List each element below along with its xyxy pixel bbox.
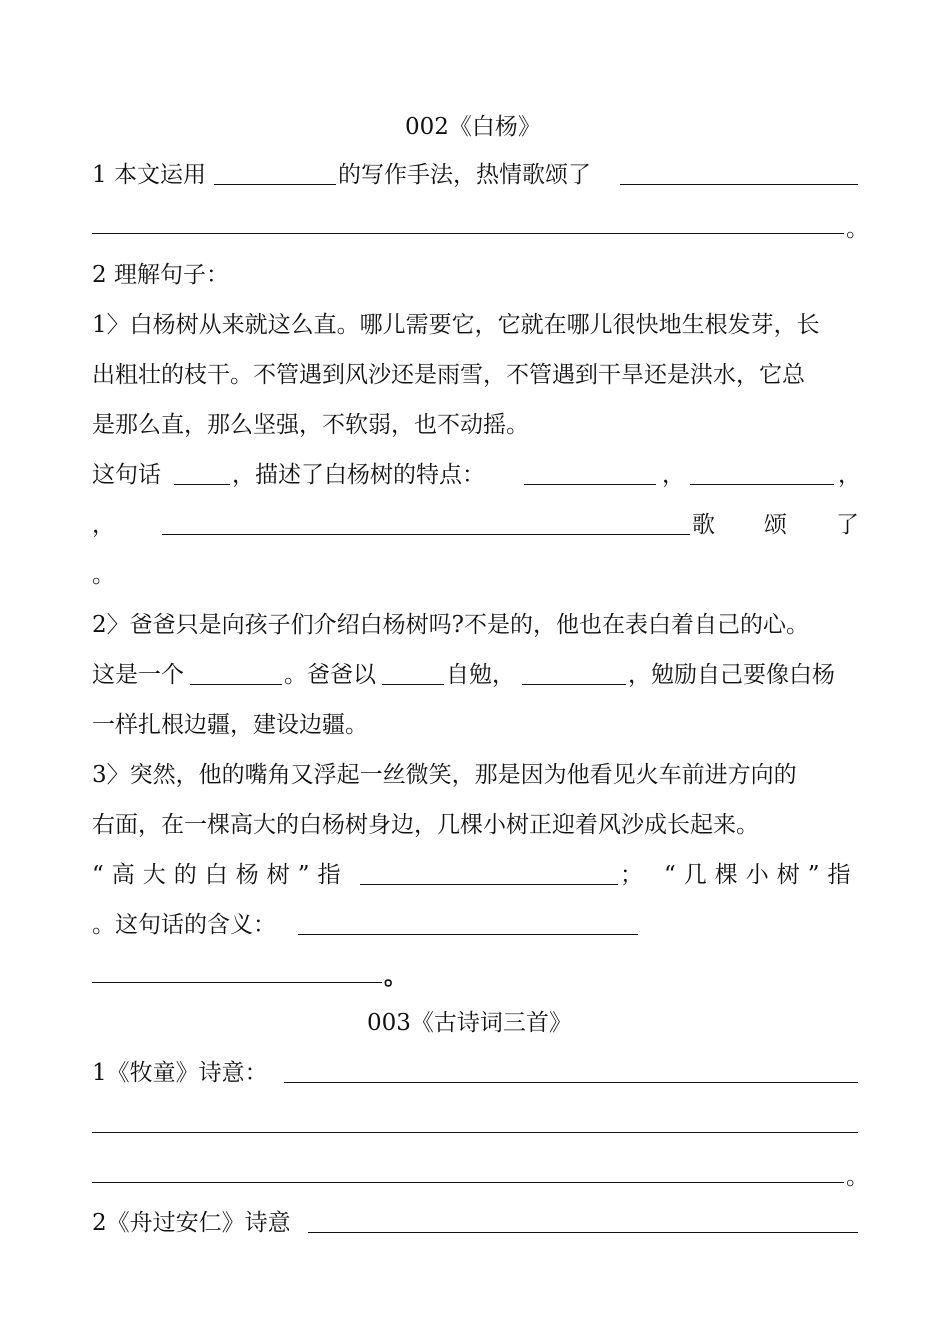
q1-blank-praise-2[interactable] [92,233,844,234]
s2-fill-d: ，勉励自己要像白杨 [628,662,835,688]
s3-blank-meaning-2[interactable] [92,982,382,983]
poem2-blank-1[interactable] [308,1232,858,1233]
s1-fill-e: ， [92,512,115,538]
s1-blank-trait-2[interactable] [690,484,834,485]
s1-fill-i: 。 [92,562,115,588]
s1-line-2: 出粗壮的枝干。不管遇到风沙还是雨雪，不管遇到干旱还是洪水，它总 [92,362,805,388]
s2-blank-device[interactable] [190,684,282,685]
s2-blank-object[interactable] [382,684,444,685]
q1-blank-praise-1[interactable] [620,184,858,185]
s2-fill-a: 这是一个 [92,662,184,688]
poem1-label: 1《牧童》诗意： [92,1060,268,1086]
poem2-label: 2《舟过安仁》诗意 [92,1210,291,1236]
s2-fill-c: 自勉， [446,662,515,688]
q1-end: 。 [846,216,869,242]
s3-fill-e: 。 [384,963,407,990]
s3-fill-d: 。这句话的含义： [92,912,276,938]
s1-fill-f: 歌 [692,512,715,538]
q1-prefix: 1 本文运用 [92,162,206,188]
section-title-002: 002《白杨》 [405,114,541,140]
s1-blank-praise[interactable] [162,534,690,535]
s1-line-1: 1〉白杨树从来就这么直。哪儿需要它，它就在哪儿很快地生根发芽，长 [92,312,820,338]
poem1-blank-2[interactable] [92,1132,858,1133]
s2-line: 2〉爸爸只是向孩子们介绍白杨树吗?不是的，他也在表白着自己的心。 [92,612,809,638]
s1-fill-a: 这句话 [92,462,161,488]
s1-line-3: 是那么直，那么坚强，不软弱，也不动摇。 [92,412,529,438]
s3-fill-b: ； [620,862,643,888]
poem1-end: 。 [846,1164,869,1190]
s3-blank-big-tree[interactable] [360,884,618,885]
q1-blank-technique[interactable] [214,184,336,185]
s3-line-1: 3〉突然，他的嘴角又浮起一丝微笑，那是因为他看见火车前进方向的 [92,762,797,788]
s1-fill-b: ，描述了白杨树的特点： [232,462,485,488]
s2-blank-phrase[interactable] [522,684,626,685]
s3-fill-a: “高大的白杨树”指 [92,862,349,888]
q2-heading: 2 理解句子： [92,262,229,288]
poem1-blank-1[interactable] [284,1082,858,1083]
s1-blank-device[interactable] [174,484,230,485]
s1-blank-trait-1[interactable] [524,484,656,485]
s3-blank-meaning-1[interactable] [298,934,638,935]
q1-mid: 的写作手法，热情歌颂了 [338,162,591,188]
s1-fill-c: ， [662,462,685,488]
section-title-003: 003《古诗词三首》 [367,1010,572,1036]
s2-fill-e: 一样扎根边疆，建设边疆。 [92,712,368,738]
s1-fill-d: ， [838,462,861,488]
s3-line-2: 右面，在一棵高大的白杨树身边，几棵小树正迎着风沙成长起来。 [92,812,759,838]
s1-fill-g: 颂 [764,512,787,538]
s3-fill-c: “几棵小树”指 [664,862,859,888]
s1-fill-h: 了 [836,512,859,538]
poem1-blank-3[interactable] [92,1182,844,1183]
s2-fill-b: 。爸爸以 [284,662,376,688]
